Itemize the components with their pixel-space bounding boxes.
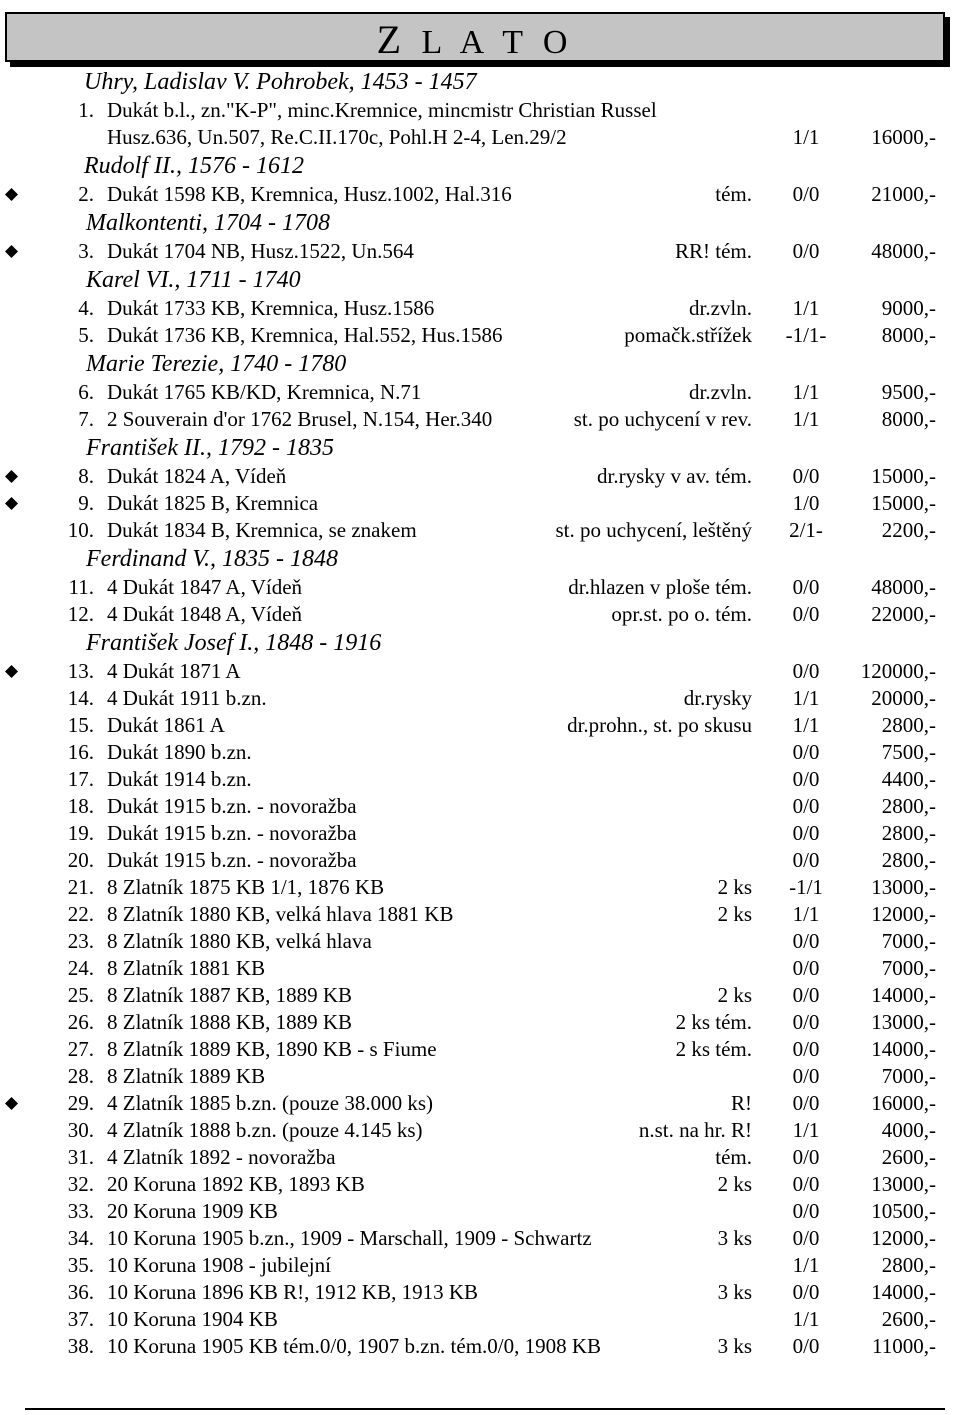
item-description: 4 Dukát 1871 A [107, 659, 241, 683]
item-number: 9. [78, 491, 94, 515]
item-price: 7000,- [881, 1064, 936, 1088]
item-description: 8 Zlatník 1881 KB [107, 956, 266, 980]
item-description: 20 Koruna 1892 KB, 1893 KB [107, 1172, 365, 1196]
item-description: 8 Zlatník 1887 KB, 1889 KB [107, 983, 352, 1007]
item-note: 2 ks tém. [675, 1010, 752, 1034]
item-number: 11. [68, 575, 94, 599]
item-number: 24. [67, 956, 94, 980]
list-item [0, 574, 960, 601]
item-price: 8000,- [881, 407, 936, 431]
section-heading [0, 544, 960, 574]
item-price: 2800,- [881, 1253, 936, 1277]
item-grade: 0/0 [792, 1199, 820, 1223]
item-price: 2800,- [881, 713, 936, 737]
item-grade: 0/0 [792, 767, 820, 791]
section-heading-text: František Josef I., 1848 - 1916 [86, 630, 382, 656]
diamond-marker-icon [5, 245, 18, 258]
item-description: 4 Dukát 1848 A, Vídeň [107, 602, 303, 626]
list-item [0, 901, 960, 928]
item-description: 4 Zlatník 1892 - novoražba [107, 1145, 336, 1169]
item-description: Dukát 1834 B, Kremnica, se znakem [107, 518, 417, 542]
item-number: 18. [67, 794, 94, 818]
list-item [0, 295, 960, 322]
item-grade: 1/1 [792, 713, 820, 737]
list-item [0, 982, 960, 1009]
item-description: Husz.636, Un.507, Re.C.II.170c, Pohl.H 2-4, Len.29/2 [107, 125, 567, 149]
item-number: 1. [78, 98, 94, 122]
item-price: 13000,- [871, 1010, 936, 1034]
item-grade: -1/1- [785, 323, 827, 347]
title-initial: Z [376, 16, 408, 62]
diamond-marker-icon [5, 497, 18, 510]
item-number: 17. [67, 767, 94, 791]
item-note: st. po uchycení v rev. [573, 407, 752, 431]
item-description: Dukát 1861 A [107, 713, 225, 737]
item-number: 15. [67, 713, 94, 737]
item-price: 2200,- [881, 518, 936, 542]
item-description: 2 Souverain d'or 1762 Brusel, N.154, Her.340 [107, 407, 493, 431]
item-description: 8 Zlatník 1889 KB, 1890 KB - s Fiume [107, 1037, 437, 1061]
item-description: Dukát 1733 KB, Kremnica, Husz.1586 [107, 296, 435, 320]
item-number: 21. [67, 875, 94, 899]
item-grade: 0/0 [792, 659, 820, 683]
item-number: 25. [67, 983, 94, 1007]
diamond-marker-icon [5, 470, 18, 483]
item-note: dr.zvln. [689, 296, 752, 320]
diamond-marker-icon [5, 1097, 18, 1110]
list-item [0, 1333, 960, 1360]
item-grade: 0/0 [792, 1280, 820, 1304]
item-grade: 0/0 [792, 794, 820, 818]
item-description: 4 Zlatník 1885 b.zn. (pouze 38.000 ks) [107, 1091, 434, 1115]
item-grade: 0/0 [792, 1145, 820, 1169]
item-grade: 1/1 [792, 1307, 820, 1331]
item-grade: 0/0 [792, 575, 820, 599]
item-grade: 0/0 [792, 848, 820, 872]
item-price: 10500,- [871, 1199, 936, 1223]
item-grade: 0/0 [792, 239, 820, 263]
item-number: 5. [78, 323, 94, 347]
list-item [0, 1117, 960, 1144]
item-grade: 0/0 [792, 1226, 820, 1250]
item-grade: 0/0 [792, 1064, 820, 1088]
item-grade: 1/1 [792, 902, 820, 926]
diamond-marker-icon [5, 188, 18, 201]
item-description: Dukát 1914 b.zn. [107, 767, 252, 791]
item-description: Dukát 1765 KB/KD, Kremnica, N.71 [107, 380, 422, 404]
item-price: 14000,- [871, 1037, 936, 1061]
item-description: 4 Zlatník 1888 b.zn. (pouze 4.145 ks) [107, 1118, 423, 1142]
list-item [0, 1306, 960, 1333]
item-number: 13. [67, 659, 94, 683]
item-description: Dukát 1890 b.zn. [107, 740, 252, 764]
item-note: dr.rysky v av. tém. [597, 464, 752, 488]
item-grade: 0/0 [792, 182, 820, 206]
list-item [0, 463, 960, 490]
item-description: 10 Koruna 1908 - jubilejní [107, 1253, 331, 1277]
item-description: Dukát 1915 b.zn. - novoražba [107, 794, 357, 818]
section-heading-text: Uhry, Ladislav V. Pohrobek, 1453 - 1457 [84, 69, 477, 95]
item-note: tém. [715, 1145, 752, 1169]
item-price: 4000,- [881, 1118, 936, 1142]
list-item [0, 955, 960, 982]
item-note: 2 ks [717, 1172, 752, 1196]
item-note: 3 ks [717, 1226, 752, 1250]
item-number: 34. [67, 1226, 94, 1250]
list-item [0, 766, 960, 793]
item-grade: 0/0 [792, 602, 820, 626]
item-grade: 0/0 [792, 929, 820, 953]
item-note: 3 ks [717, 1280, 752, 1304]
item-price: 2800,- [881, 848, 936, 872]
list-item [0, 739, 960, 766]
list-item [0, 1009, 960, 1036]
list-item [0, 1252, 960, 1279]
item-number: 38. [67, 1334, 94, 1358]
item-number: 19. [67, 821, 94, 845]
section-heading-text: Malkontenti, 1704 - 1708 [86, 210, 330, 236]
list-item [0, 685, 960, 712]
section-heading [0, 208, 960, 238]
item-number: 20. [67, 848, 94, 872]
list-item [0, 793, 960, 820]
section-heading [0, 349, 960, 379]
item-grade: 1/1 [792, 1253, 820, 1277]
list-item [0, 97, 960, 124]
list-item [0, 1144, 960, 1171]
section-heading [0, 433, 960, 463]
item-price: 48000,- [871, 239, 936, 263]
list-item [0, 820, 960, 847]
item-number: 10. [67, 518, 94, 542]
item-price: 9000,- [881, 296, 936, 320]
item-price: 16000,- [871, 1091, 936, 1115]
list-item [0, 874, 960, 901]
item-note: R! [731, 1091, 752, 1115]
item-number: 22. [67, 902, 94, 926]
item-number: 8. [78, 464, 94, 488]
list-item [0, 238, 960, 265]
item-description: 4 Dukát 1847 A, Vídeň [107, 575, 303, 599]
item-description: 10 Koruna 1905 b.zn., 1909 - Marschall, 1909 - Schwartz [107, 1226, 592, 1250]
item-note: 3 ks [717, 1334, 752, 1358]
page-title [377, 12, 574, 63]
item-price: 15000,- [871, 491, 936, 515]
item-number: 12. [67, 602, 94, 626]
list-item [0, 712, 960, 739]
item-description: Dukát 1824 A, Vídeň [107, 464, 287, 488]
item-number: 7. [78, 407, 94, 431]
item-number: 26. [67, 1010, 94, 1034]
section-heading-text: Ferdinand V., 1835 - 1848 [86, 546, 338, 572]
item-price: 2600,- [881, 1145, 936, 1169]
item-number: 37. [67, 1307, 94, 1331]
item-note: dr.zvln. [689, 380, 752, 404]
item-price: 14000,- [871, 1280, 936, 1304]
list-item [0, 517, 960, 544]
item-price: 21000,- [871, 182, 936, 206]
list-item [0, 847, 960, 874]
item-grade: -1/1 [789, 875, 823, 899]
item-price: 7000,- [881, 956, 936, 980]
item-description: Dukát b.l., zn."K-P", minc.Kremnice, mincmistr Christian Russel [107, 98, 657, 122]
item-number: 23. [67, 929, 94, 953]
item-price: 8000,- [881, 323, 936, 347]
item-description: 8 Zlatník 1880 KB, velká hlava 1881 KB [107, 902, 454, 926]
item-price: 48000,- [871, 575, 936, 599]
list-item [0, 1225, 960, 1252]
item-note: dr.hlazen v ploše tém. [568, 575, 752, 599]
item-number: 32. [67, 1172, 94, 1196]
item-grade: 1/1 [792, 380, 820, 404]
item-description: 4 Dukát 1911 b.zn. [107, 686, 267, 710]
item-note: dr.prohn., st. po skusu [567, 713, 752, 737]
item-note: opr.st. po o. tém. [611, 602, 752, 626]
item-number: 4. [78, 296, 94, 320]
item-grade: 0/0 [792, 1091, 820, 1115]
item-number: 2. [78, 182, 94, 206]
item-description: 10 Koruna 1905 KB tém.0/0, 1907 b.zn. tém.0/0, 1908 KB [107, 1334, 602, 1358]
item-description: 8 Zlatník 1888 KB, 1889 KB [107, 1010, 352, 1034]
item-description: Dukát 1704 NB, Husz.1522, Un.564 [107, 239, 414, 263]
item-grade: 2/1- [789, 518, 823, 542]
item-price: 15000,- [871, 464, 936, 488]
list-item [0, 490, 960, 517]
list-item [0, 1036, 960, 1063]
diamond-marker-icon [5, 665, 18, 678]
item-price: 12000,- [871, 1226, 936, 1250]
item-price: 7000,- [881, 929, 936, 953]
item-number: 33. [67, 1199, 94, 1223]
item-number: 29. [67, 1091, 94, 1115]
section-heading [0, 67, 960, 97]
item-grade: 0/0 [792, 821, 820, 845]
item-number: 31. [67, 1145, 94, 1169]
item-note: 2 ks tém. [675, 1037, 752, 1061]
footer-divider [25, 1408, 945, 1410]
list-item [0, 658, 960, 685]
item-grade: 0/0 [792, 1037, 820, 1061]
item-note: st. po uchycení, leštěný [555, 518, 752, 542]
item-grade: 1/1 [792, 125, 820, 149]
page-header [5, 12, 945, 62]
item-grade: 1/1 [792, 686, 820, 710]
list-item [0, 601, 960, 628]
item-price: 20000,- [871, 686, 936, 710]
item-grade: 1/1 [792, 407, 820, 431]
item-description: 20 Koruna 1909 KB [107, 1199, 278, 1223]
item-number: 3. [78, 239, 94, 263]
item-number: 35. [67, 1253, 94, 1277]
list-item [0, 406, 960, 433]
item-note: 2 ks [717, 983, 752, 1007]
section-heading-text: Karel VI., 1711 - 1740 [86, 267, 301, 293]
item-description: Dukát 1915 b.zn. - novoražba [107, 821, 357, 845]
item-price: 14000,- [871, 983, 936, 1007]
item-price: 2800,- [881, 794, 936, 818]
list-item [0, 928, 960, 955]
list-item [0, 322, 960, 349]
list-item [0, 379, 960, 406]
item-grade: 0/0 [792, 956, 820, 980]
item-description: Dukát 1598 KB, Kremnica, Husz.1002, Hal.316 [107, 182, 512, 206]
item-number: 28. [67, 1064, 94, 1088]
item-price: 13000,- [871, 875, 936, 899]
title-rest: L A T O [407, 23, 574, 61]
list-item [0, 1171, 960, 1198]
item-number: 30. [67, 1118, 94, 1142]
item-grade: 1/0 [792, 491, 820, 515]
item-price: 12000,- [871, 902, 936, 926]
item-description: Dukát 1915 b.zn. - novoražba [107, 848, 357, 872]
list-item [0, 1063, 960, 1090]
item-number: 27. [67, 1037, 94, 1061]
list-item [0, 181, 960, 208]
item-grade: 1/1 [792, 296, 820, 320]
item-price: 4400,- [881, 767, 936, 791]
item-grade: 0/0 [792, 1010, 820, 1034]
item-number: 6. [78, 380, 94, 404]
item-price: 13000,- [871, 1172, 936, 1196]
item-price: 9500,- [881, 380, 936, 404]
item-description: 10 Koruna 1904 KB [107, 1307, 278, 1331]
item-grade: 1/1 [792, 1118, 820, 1142]
item-grade: 0/0 [792, 464, 820, 488]
item-description: 8 Zlatník 1889 KB [107, 1064, 266, 1088]
item-price: 22000,- [871, 602, 936, 626]
item-note: 2 ks [717, 902, 752, 926]
item-note: RR! tém. [675, 239, 752, 263]
item-note: pomačk.střížek [624, 323, 752, 347]
item-grade: 0/0 [792, 740, 820, 764]
list-item [0, 1279, 960, 1306]
item-price: 2800,- [881, 821, 936, 845]
item-price: 11000,- [872, 1334, 936, 1358]
item-number: 36. [67, 1280, 94, 1304]
item-description: Dukát 1736 KB, Kremnica, Hal.552, Hus.1586 [107, 323, 503, 347]
list-item [0, 1090, 960, 1117]
list-item [0, 1198, 960, 1225]
item-price: 7500,- [881, 740, 936, 764]
item-number: 16. [67, 740, 94, 764]
item-number: 14. [67, 686, 94, 710]
section-heading-text: Rudolf II., 1576 - 1612 [84, 153, 304, 179]
item-grade: 0/0 [792, 1172, 820, 1196]
item-note: n.st. na hr. R! [638, 1118, 752, 1142]
item-price: 120000,- [860, 659, 936, 683]
section-heading [0, 628, 960, 658]
item-description: Dukát 1825 B, Kremnica [107, 491, 319, 515]
item-grade: 0/0 [792, 983, 820, 1007]
item-description: 8 Zlatník 1880 KB, velká hlava [107, 929, 372, 953]
item-grade: 0/0 [792, 1334, 820, 1358]
section-heading [0, 151, 960, 181]
item-price: 16000,- [871, 125, 936, 149]
list-item [0, 124, 960, 151]
section-heading-text: Marie Terezie, 1740 - 1780 [86, 351, 347, 377]
item-description: 8 Zlatník 1875 KB 1/1, 1876 KB [107, 875, 385, 899]
item-note: tém. [715, 182, 752, 206]
item-note: 2 ks [717, 875, 752, 899]
item-description: 10 Koruna 1896 KB R!, 1912 KB, 1913 KB [107, 1280, 478, 1304]
section-heading-text: František II., 1792 - 1835 [86, 435, 334, 461]
section-heading [0, 265, 960, 295]
item-price: 2600,- [881, 1307, 936, 1331]
item-note: dr.rysky [683, 686, 752, 710]
